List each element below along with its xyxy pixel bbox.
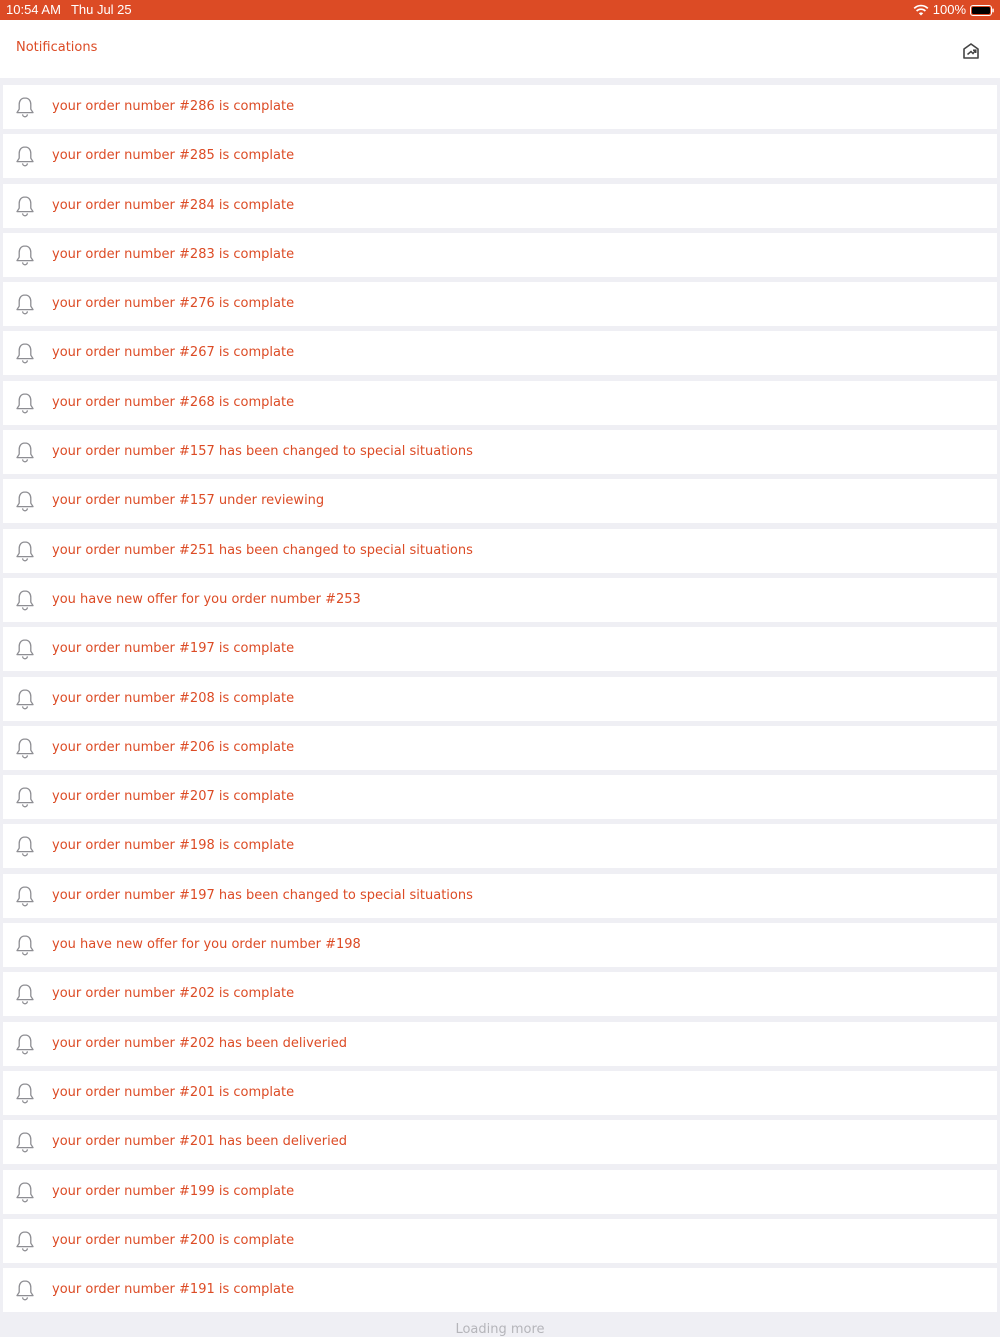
notification-row[interactable] (3, 1268, 997, 1312)
notification-text: your order number #197 has been changed to special situations (52, 887, 473, 903)
notification-row[interactable] (3, 627, 997, 671)
bell-icon (15, 96, 35, 118)
wifi-icon (913, 4, 929, 16)
notification-row[interactable] (3, 1120, 997, 1164)
navigation-bar (0, 20, 1000, 78)
notification-row[interactable] (3, 479, 997, 523)
notification-text: you have new offer for you order number #198 (52, 937, 361, 953)
notification-text: your order number #268 is complate (52, 394, 295, 410)
notification-row[interactable] (3, 233, 997, 277)
bell-icon (15, 1181, 35, 1203)
bell-icon (15, 688, 35, 710)
notification-text: your order number #157 under reviewing (52, 493, 325, 509)
notification-text: your order number #251 has been changed to special situations (52, 542, 473, 558)
notification-text: your order number #201 is complate (52, 1084, 295, 1100)
battery-percent: 100% (932, 2, 966, 17)
notification-row[interactable] (3, 331, 997, 375)
notification-row[interactable] (3, 85, 997, 129)
share-icon[interactable] (962, 42, 980, 60)
bell-icon (15, 540, 35, 562)
notification-row[interactable] (3, 430, 997, 474)
bell-icon (15, 1279, 35, 1301)
notification-row[interactable] (3, 1219, 997, 1263)
notification-text: your order number #207 is complate (52, 789, 295, 805)
bell-icon (15, 786, 35, 808)
bell-icon (15, 835, 35, 857)
notification-text: your order number #286 is complate (52, 99, 295, 114)
notification-list (0, 85, 1000, 1317)
bell-icon (15, 195, 35, 217)
bell-icon (15, 737, 35, 759)
notification-row[interactable] (3, 972, 997, 1016)
bell-icon (15, 983, 35, 1005)
bell-icon (15, 392, 35, 414)
notification-row[interactable] (3, 1170, 997, 1214)
notification-text: your order number #197 is complate (52, 641, 295, 657)
bell-icon (15, 342, 35, 364)
notification-row[interactable] (3, 775, 997, 819)
notification-text: your order number #200 is complate (52, 1232, 295, 1248)
bell-icon (15, 244, 35, 266)
bell-icon (15, 441, 35, 463)
status-bar (0, 0, 1000, 20)
notification-text: your order number #202 is complate (52, 986, 295, 1002)
bell-icon (15, 1230, 35, 1252)
bell-icon (15, 638, 35, 660)
notification-row[interactable] (3, 184, 997, 228)
notification-text: your order number #206 is complate (52, 739, 295, 755)
notification-text: your order number #198 is complate (52, 838, 295, 854)
notification-row[interactable] (3, 282, 997, 326)
bell-icon (15, 1082, 35, 1104)
notification-text: you have new offer for you order number #253 (52, 591, 361, 607)
notification-row[interactable] (3, 1071, 997, 1115)
notification-text: your order number #201 has been deliveried (52, 1134, 347, 1150)
notification-row[interactable] (3, 134, 997, 178)
notification-row[interactable] (3, 529, 997, 573)
notification-row[interactable] (3, 824, 997, 868)
page-title: Notifications (16, 40, 98, 55)
notification-text: your order number #276 is complate (52, 296, 295, 312)
notification-row[interactable] (3, 923, 997, 967)
notification-row[interactable] (3, 381, 997, 425)
notification-text: your order number #267 is complate (52, 345, 295, 361)
notification-row[interactable] (3, 1022, 997, 1066)
notification-text: your order number #284 is complate (52, 197, 295, 213)
notification-row[interactable] (3, 726, 997, 770)
notification-text: your order number #285 is complate (52, 148, 295, 164)
notification-text: your order number #157 has been changed to special situations (52, 444, 473, 460)
bell-icon (15, 490, 35, 512)
bell-icon (15, 145, 35, 167)
notification-text: your order number #202 has been deliveried (52, 1035, 347, 1051)
status-date: Thu Jul 25 (70, 2, 132, 17)
notification-row[interactable] (3, 677, 997, 721)
bell-icon (15, 293, 35, 315)
bell-icon (15, 1131, 35, 1153)
bell-icon (15, 885, 35, 907)
notification-text: your order number #191 is complate (52, 1282, 295, 1298)
notification-row[interactable] (3, 578, 997, 622)
notification-text: your order number #283 is complate (52, 246, 295, 262)
bell-icon (15, 589, 35, 611)
status-time: 10:54 AM Thu Jul 25 (6, 2, 132, 17)
notification-text: your order number #199 is complate (52, 1183, 295, 1199)
battery-icon (970, 5, 994, 16)
bell-icon (15, 1033, 35, 1055)
notification-text: your order number #208 is complate (52, 690, 295, 706)
loading-more-text: Loading more (455, 1322, 545, 1337)
bell-icon (15, 934, 35, 956)
notification-row[interactable] (3, 874, 997, 918)
